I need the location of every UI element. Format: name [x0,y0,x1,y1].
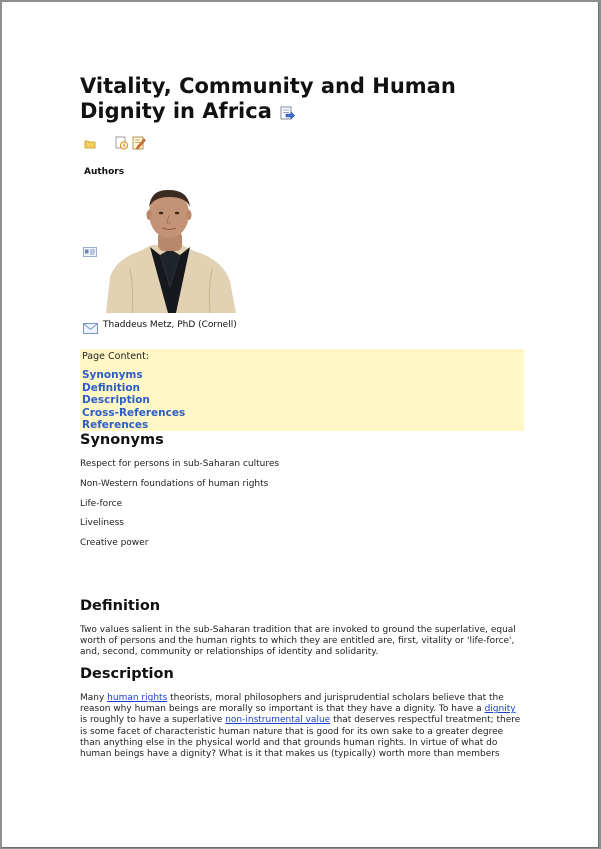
synonym-item: Life-force [80,499,123,509]
description-heading: Description [80,666,174,682]
synonym-item: Non-Western foundations of human rights [80,479,269,489]
synonym-item: Creative power [80,538,149,548]
edit-icon[interactable] [132,135,146,154]
toc-link-references[interactable]: References [82,419,149,431]
toc-link-definition[interactable]: Definition [82,381,141,394]
vcard-icon[interactable] [83,242,97,261]
toc-link-cross-references[interactable]: Cross-References [82,406,186,419]
page-content-box [80,349,524,431]
authors-label: Authors [84,167,125,177]
toc-link-synonyms[interactable]: Synonyms [82,369,143,381]
history-icon[interactable] [115,135,129,154]
article-title [80,74,524,126]
author-name[interactable]: Thaddeus Metz, PhD (Cornell) [103,320,237,330]
definition-text: Two values salient in the sub-Saharan tradition that are invoked to ground the superlative, equal worth of persons and the human rights to which they are entitled are, first, vitality or 'life-force', and, second, community or relationships of identity and solidarity. [80,625,516,658]
document-page [2,2,599,848]
article-title-text: Vitality, Community and Human Dignity in Africa [80,74,456,123]
synonym-item: Respect for persons in sub-Saharan cultures [80,459,280,469]
toc-label: Page Content: [82,351,150,362]
link-non-instrumental-value[interactable]: non-instrumental value [225,715,331,726]
export-icon[interactable] [280,101,295,126]
link-human-rights[interactable]: human rights [107,693,168,703]
synonym-item: Liveliness [80,518,124,528]
toc-link-description[interactable]: Description [82,394,150,406]
folder-icon[interactable] [84,135,96,154]
link-dignity[interactable]: dignity [484,704,516,715]
description-paragraph: Many human rights theorists, moral philosophers and jurisprudential scholars believe that the reason why human beings are morally so important is that they have a dignity. To have a dignity is roughly to have a superlative non-instrumental value that deserves respectful treatment; there is some facet of characteristic human nature that is good for its own sake to a greater degree than anything else in the physical world and that grounds human rights. In virtue of what do human beings have a dignity? What is it that makes us (typically) worth more than members [80,693,521,760]
synonyms-heading: Synonyms [80,432,164,448]
toc-links [82,369,185,432]
definition-heading: Definition [80,598,161,614]
mail-icon[interactable] [83,319,98,338]
author-photo [104,185,238,313]
